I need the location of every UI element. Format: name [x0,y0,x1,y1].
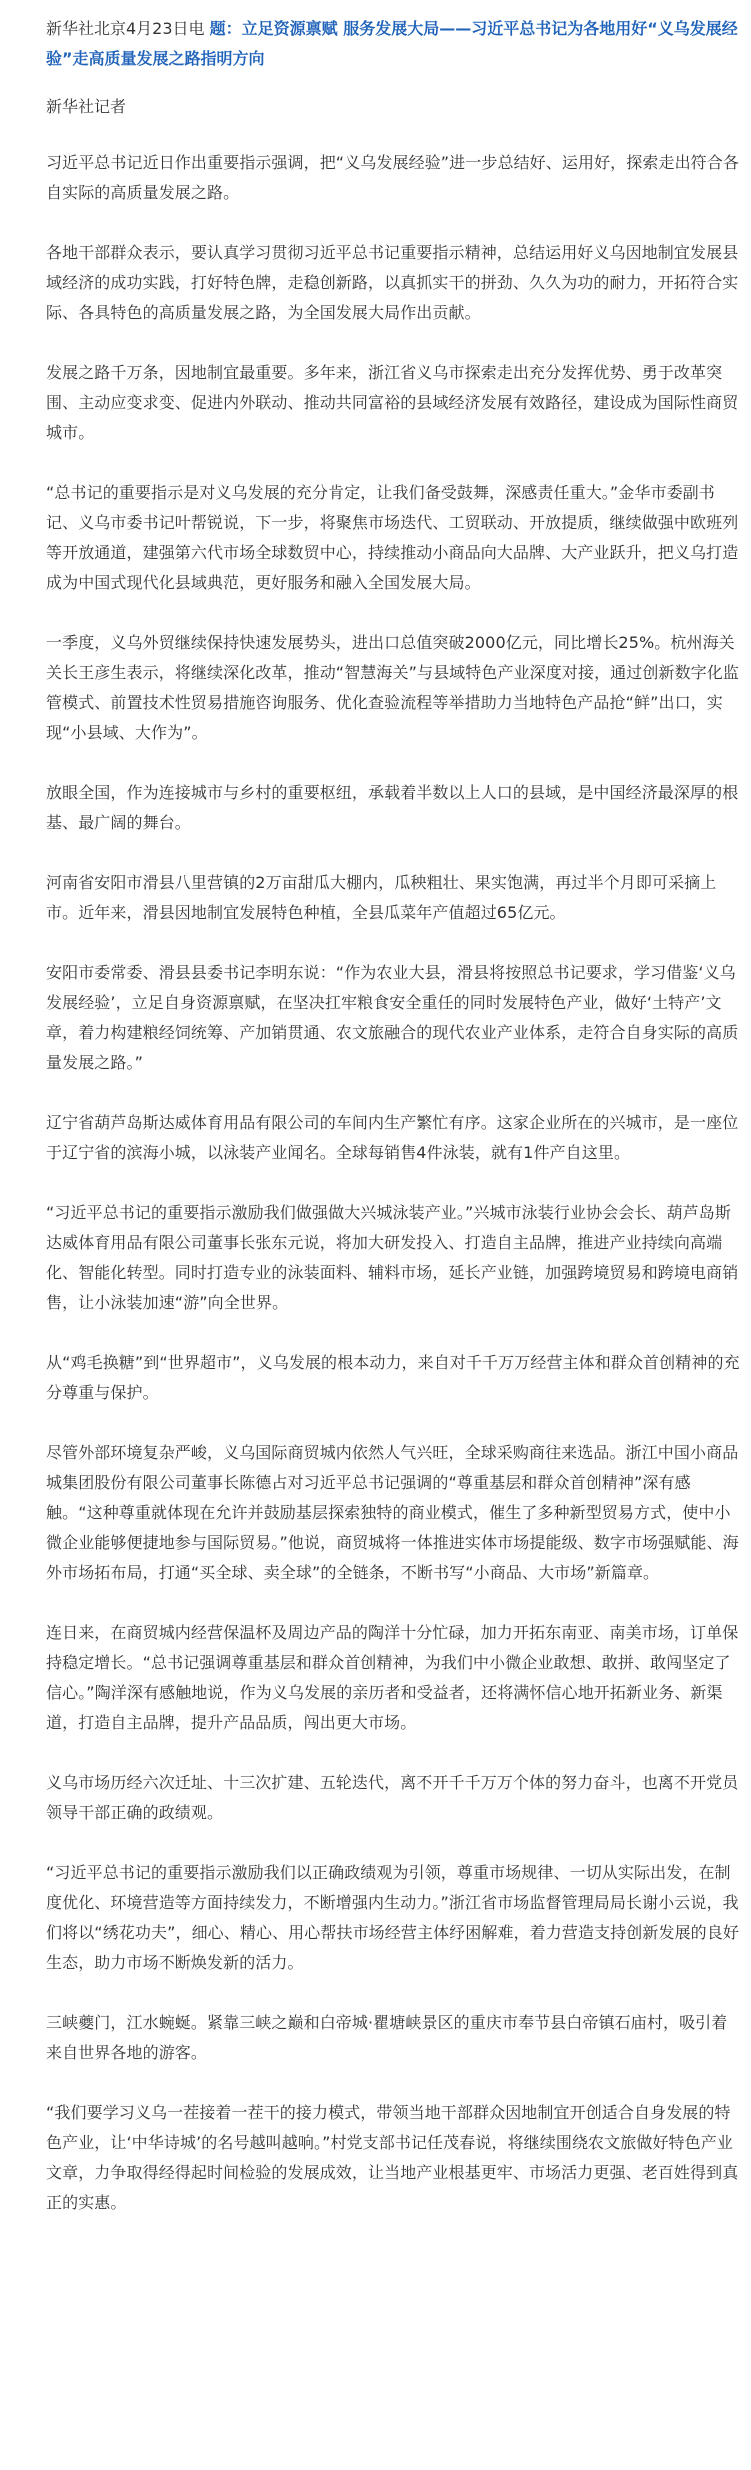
paragraph: 连日来，在商贸城内经营保温杯及周边产品的陶洋十分忙碌，加力开拓东南亚、南美市场，订单保持稳定增长。“总书记强调尊重基层和群众首创精神，为我们中小微企业敢想、敢拼、敢闯坚定了信心。”陶洋深有感触地说，作为义乌发展的亲历者和受益者，还将满怀信心地开拓新业务、新渠道，打造自主品牌，提升产品品质，闯出更大市场。 [46,1623,739,1732]
paragraph: 尽管外部环境复杂严峻，义乌国际商贸城内依然人气兴旺，全球采购商往来选品。浙江中国小商品城集团股份有限公司董事长陈德占对习近平总书记强调的“尊重基层和群众首创精神”深有感触。“这种尊重就体现在允许并鼓励基层探索独特的商业模式，催生了多种新型贸易方式，使中小微企业能够便捷地参与国际贸易。”他说，商贸城将一体推进实体市场提能级、数字市场强赋能、海外市场拓布局，打通“买全球、卖全球”的全链条，不断书写“小商品、大市场”新篇章。 [46,1443,739,1582]
paragraph: “习近平总书记的重要指示激励我们做强做大兴城泳装产业。”兴城市泳装行业协会会长、葫芦岛斯达威体育用品有限公司董事长张东元说，将加大研发投入、打造自主品牌，推进产业持续向高端化、智能化转型。同时打造专业的泳装面料、辅料市场，延长产业链，加强跨境贸易和跨境电商销售，让小泳装加速“游”向全世界。 [46,1203,739,1312]
paragraph: “我们要学习义乌一茬接着一茬干的接力模式，带领当地干部群众因地制宜开创适合自身发展的特色产业，让‘中华诗城’的名号越叫越响。”村党支部书记任茂春说，将继续围绕农文旅做好特色产业文章，力争取得经得起时间检验的发展成效，让当地产业根基更牢、市场活力更强、老百姓得到真正的实惠。 [46,2103,739,2212]
dateline: 新华社北京4月23日电 [46,19,210,38]
paragraph: 放眼全国，作为连接城市与乡村的重要枢纽，承载着半数以上人口的县域，是中国经济最深厚的根基、最广阔的舞台。 [46,783,739,832]
byline: 新华社记者 [46,97,127,116]
paragraph: 各地干部群众表示，要认真学习贯彻习近平总书记重要指示精神，总结运用好义乌因地制宜发展县域经济的成功实践，打好特色牌，走稳创新路，以真抓实干的拼劲、久久为功的耐力，开拓符合实际、各具特色的高质量发展之路，为全国发展大局作出贡献。 [46,243,739,322]
paragraph: 安阳市委常委、滑县县委书记李明东说：“作为农业大县，滑县将按照总书记要求，学习借鉴‘义乌发展经验’，立足自身资源禀赋，在坚决扛牢粮食安全重任的同时发展特色产业，做好‘土特产’文章，着力构建粮经饲统筹、产加销贯通、农文旅融合的现代农业产业体系，走符合自身实际的高质量发展之路。” [46,963,739,1072]
paragraph: 辽宁省葫芦岛斯达威体育用品有限公司的车间内生产繁忙有序。这家企业所在的兴城市，是一座位于辽宁省的滨海小城，以泳装产业闻名。全球每销售4件泳装，就有1件产自这里。 [46,1113,739,1162]
paragraph: 义乌市场历经六次迁址、十三次扩建、五轮迭代，离不开千千万万个体的努力奋斗，也离不开党员领导干部正确的政绩观。 [46,1773,739,1822]
paragraph: “习近平总书记的重要指示激励我们以正确政绩观为引领，尊重市场规律、一切从实际出发，在制度优化、环境营造等方面持续发力，不断增强内生动力。”浙江省市场监督管理局局长谢小云说，我们将以“绣花功夫”，细心、精心、用心帮扶市场经营主体纾困解难，着力营造支持创新发展的良好生态，助力市场不断焕发新的活力。 [46,1863,739,1972]
paragraph: 习近平总书记近日作出重要指示强调，把“义乌发展经验”进一步总结好、运用好，探索走出符合各自实际的高质量发展之路。 [46,153,739,202]
paragraph: 从“鸡毛换糖”到“世界超市”，义乌发展的根本动力，来自对千千万万经营主体和群众首创精神的充分尊重与保护。 [46,1353,740,1402]
article-lead [46,14,741,74]
headline: 立足资源禀赋 服务发展大局——习近平总书记为各地用好“义乌发展经验”走高质量发展之路指明方向 [46,19,738,68]
paragraph: 发展之路千万条，因地制宜最重要。多年来，浙江省义乌市探索走出充分发挥优势、勇于改革突围、主动应变求变、促进内外联动、推动共同富裕的县域经济发展有效路径，建设成为国际性商贸城市。 [46,363,739,442]
paragraph: 三峡夔门，江水蜿蜒。紧靠三峡之巅和白帝城·瞿塘峡景区的重庆市奉节县白帝镇石庙村，吸引着来自世界各地的游客。 [46,2013,728,2062]
headline-prefix: 题： [209,19,242,38]
paragraph: “总书记的重要指示是对义乌发展的充分肯定，让我们备受鼓舞，深感责任重大。”金华市委副书记、义乌市委书记叶帮锐说，下一步，将聚焦市场迭代、工贸联动、开放提质，继续做强中欧班列等开放通道，建强第六代市场全球数贸中心，持续推动小商品向大品牌、大产业跃升，把义乌打造成为中国式现代化县域典范，更好服务和融入全国发展大局。 [46,483,739,592]
paragraph: 一季度，义乌外贸继续保持快速发展势头，进出口总值突破2000亿元，同比增长25%。杭州海关关长王彦生表示，将继续深化改革，推动“智慧海关”与县域特色产业深度对接，通过创新数字化监管模式、前置技术性贸易措施咨询服务、优化查验流程等举措助力当地特色产品抢“鲜”出口，实现“小县域、大作为”。 [46,633,739,742]
paragraph: 河南省安阳市滑县八里营镇的2万亩甜瓜大棚内，瓜秧粗壮、果实饱满，再过半个月即可采摘上市。近年来，滑县因地制宜发展特色种植，全县瓜菜年产值超过65亿元。 [46,873,717,922]
